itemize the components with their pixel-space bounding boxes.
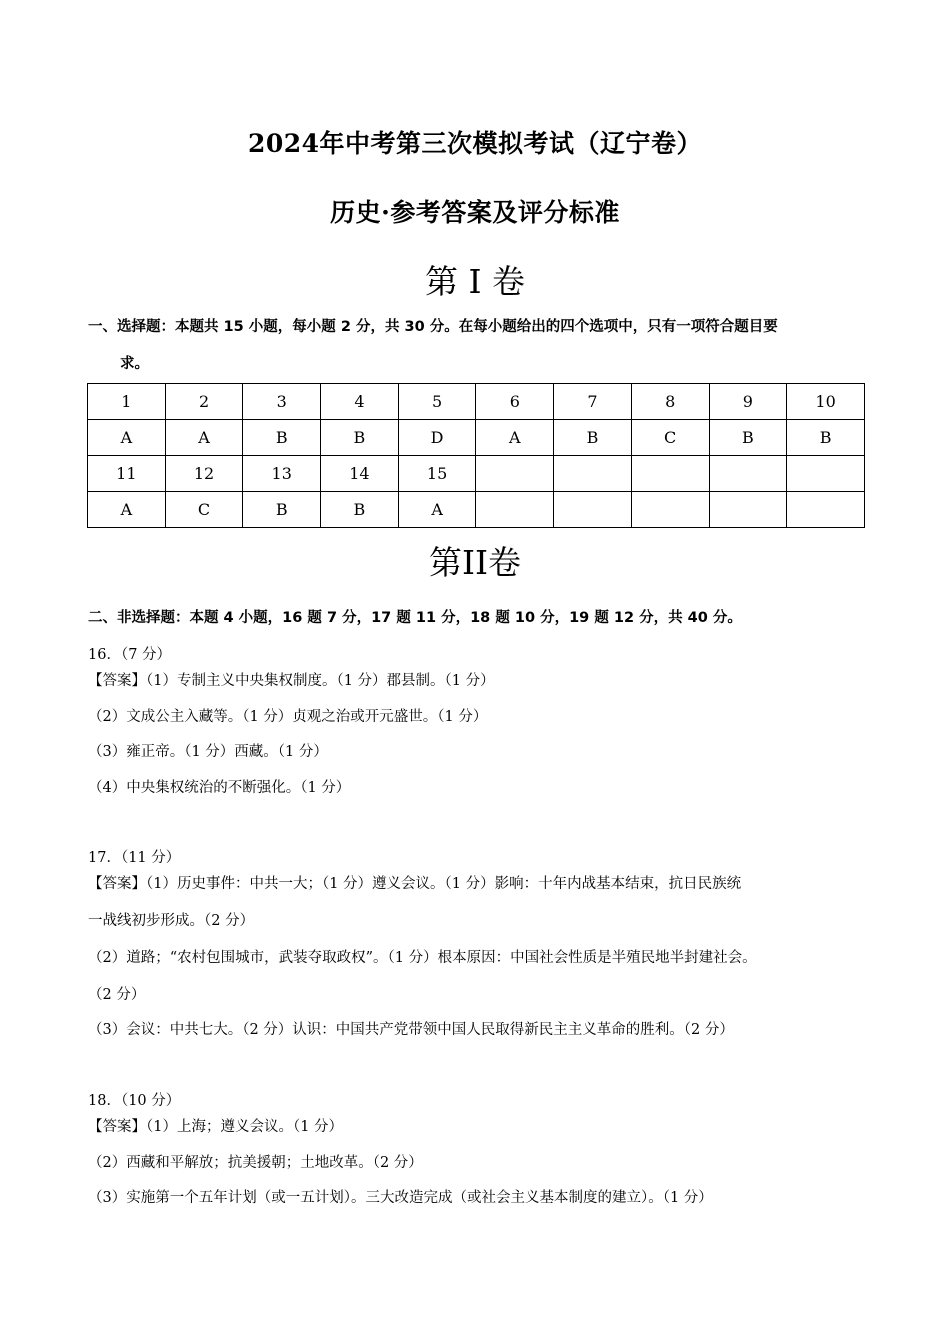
- table-cell: C: [165, 492, 243, 528]
- table-cell: A: [88, 492, 166, 528]
- table-cell: [631, 456, 709, 492]
- part2-heading: 第II卷: [428, 543, 522, 582]
- table-cell: 15: [398, 456, 476, 492]
- q17-answer-line: （3）会议：中共七大。（2 分）认识：中国共产党带领中国人民取得新民主主义革命的胜利。（2 分）: [88, 1022, 734, 1038]
- q17-answer-line: 一战线初步形成。（2 分）: [88, 913, 255, 929]
- table-cell: B: [243, 420, 321, 456]
- table-cell: A: [88, 420, 166, 456]
- q16-answer-line: （3）雍正帝。（1 分）西藏。（1 分）: [88, 744, 328, 760]
- q18-answer-line: 【答案】（1）上海；遵义会议。（1 分）: [88, 1119, 344, 1135]
- table-cell: 13: [243, 456, 321, 492]
- answer-table: [87, 383, 865, 528]
- q17-answer-line: （2 分）: [88, 987, 146, 1003]
- table-row: [88, 420, 865, 456]
- part2-instruction: 二、非选择题：本题 4 小题，16 题 7 分，17 题 11 分，18 题 10 分，19 题 12 分，共 40 分。: [88, 610, 742, 626]
- table-cell: A: [398, 492, 476, 528]
- table-cell: [476, 492, 554, 528]
- table-cell: [476, 456, 554, 492]
- table-cell: B: [321, 420, 399, 456]
- table-cell: B: [243, 492, 321, 528]
- table-cell: B: [787, 420, 865, 456]
- q16-answer-line: （2）文成公主入藏等。（1 分）贞观之治或开元盛世。（1 分）: [88, 709, 488, 725]
- page-subtitle: 历史·参考答案及评分标准: [330, 198, 620, 227]
- table-cell: 11: [88, 456, 166, 492]
- part1-instruction: 一、选择题：本题共 15 小题，每小题 2 分，共 30 分。在每小题给出的四个选项中，只有一项符合题目要: [88, 319, 778, 335]
- table-cell: [554, 492, 632, 528]
- q18-answer-line: （3）实施第一个五年计划（或一五计划）。三大改造完成（或社会主义基本制度的建立）。（1 分）: [88, 1190, 713, 1206]
- table-cell: 4: [321, 384, 399, 420]
- q17-answer-line: （2）道路；“农村包围城市，武装夺取政权”。（1 分）根本原因：中国社会性质是半殖民地半封建社会。: [88, 950, 757, 966]
- table-cell: B: [554, 420, 632, 456]
- table-cell: 7: [554, 384, 632, 420]
- table-row: [88, 384, 865, 420]
- table-cell: 6: [476, 384, 554, 420]
- table-cell: [787, 456, 865, 492]
- q16-label: 16．（7 分）: [88, 647, 172, 663]
- table-cell: 12: [165, 456, 243, 492]
- table-cell: 1: [88, 384, 166, 420]
- q17-answer-line: 【答案】（1）历史事件：中共一大；（1 分）遵义会议。（1 分）影响：十年内战基本结束，抗日民族统: [88, 876, 742, 892]
- q16-answer-line: （4）中央集权统治的不断强化。（1 分）: [88, 780, 351, 796]
- table-cell: D: [398, 420, 476, 456]
- table-cell: 2: [165, 384, 243, 420]
- table-cell: [787, 492, 865, 528]
- q17-label: 17．（11 分）: [88, 850, 181, 866]
- table-cell: A: [476, 420, 554, 456]
- page-title: 2024年中考第三次模拟考试（辽宁卷）: [247, 129, 703, 158]
- table-cell: C: [631, 420, 709, 456]
- table-cell: 5: [398, 384, 476, 420]
- q18-label: 18．（10 分）: [88, 1093, 181, 1109]
- table-row: [88, 492, 865, 528]
- table-cell: [709, 492, 787, 528]
- table-cell: B: [321, 492, 399, 528]
- q18-answer-line: （2）西藏和平解放；抗美援朝；土地改革。（2 分）: [88, 1155, 423, 1171]
- table-cell: A: [165, 420, 243, 456]
- table-cell: 8: [631, 384, 709, 420]
- table-cell: B: [709, 420, 787, 456]
- table-cell: 9: [709, 384, 787, 420]
- table-cell: [709, 456, 787, 492]
- table-cell: 14: [321, 456, 399, 492]
- table-cell: 10: [787, 384, 865, 420]
- table-cell: 3: [243, 384, 321, 420]
- table-cell: [554, 456, 632, 492]
- part1-instruction-cont: 求。: [120, 356, 149, 372]
- table-cell: [631, 492, 709, 528]
- part1-heading: 第 I 卷: [424, 262, 525, 301]
- table-row: [88, 456, 865, 492]
- q16-answer-line: 【答案】（1）专制主义中央集权制度。（1 分）郡县制。（1 分）: [88, 673, 495, 689]
